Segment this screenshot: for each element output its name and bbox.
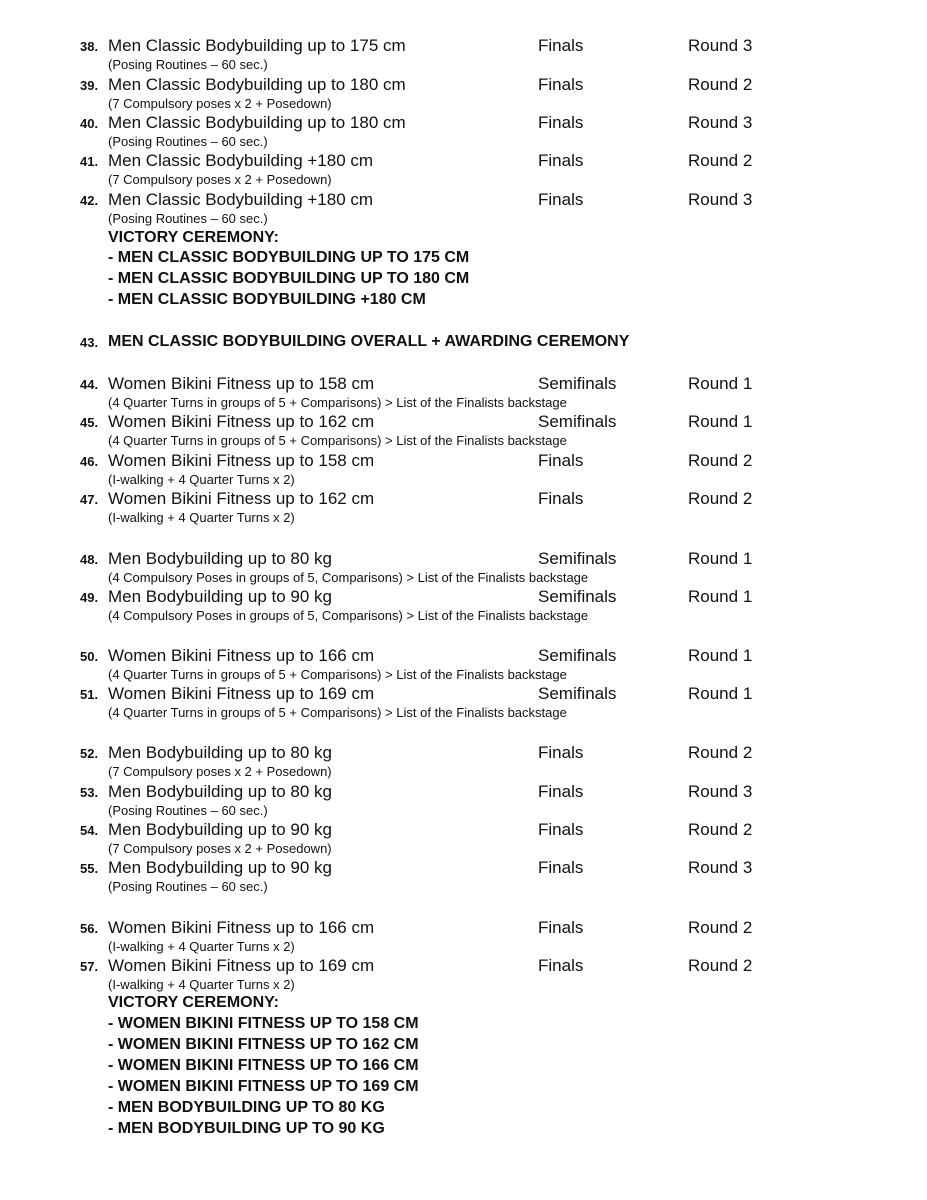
event-number: 43. xyxy=(80,335,99,350)
event-round: Round 1 xyxy=(688,374,753,393)
event-stage: Finals xyxy=(538,918,584,937)
event-title: Men Classic Bodybuilding up to 180 cm xyxy=(108,75,406,94)
ceremony-header: VICTORY CEREMONY: xyxy=(108,994,279,1011)
event-round: Round 2 xyxy=(688,918,753,937)
event-round: Round 3 xyxy=(688,858,753,877)
event-round: Round 1 xyxy=(688,549,753,568)
ceremony-item: - MEN CLASSIC BODYBUILDING +180 CM xyxy=(108,291,426,308)
event-number: 53. xyxy=(80,785,99,800)
ceremony-item: - MEN BODYBUILDING UP TO 90 KG xyxy=(108,1120,385,1137)
event-description: (4 Compulsory Poses in groups of 5, Comparisons) > List of the Finalists backstage xyxy=(108,608,589,623)
event-description: (Posing Routines – 60 sec.) xyxy=(108,57,268,72)
event-number: 49. xyxy=(80,590,99,605)
event-description: (I-walking + 4 Quarter Turns x 2) xyxy=(108,510,295,525)
ceremony-item: - WOMEN BIKINI FITNESS UP TO 162 CM xyxy=(108,1036,419,1053)
event-description: (7 Compulsory poses x 2 + Posedown) xyxy=(108,172,332,187)
event-title: Men Classic Bodybuilding up to 180 cm xyxy=(108,113,406,132)
ceremony-header: VICTORY CEREMONY: xyxy=(108,229,279,246)
event-title: Men Bodybuilding up to 90 kg xyxy=(108,587,332,606)
event-stage: Semifinals xyxy=(538,412,617,431)
event-round: Round 2 xyxy=(688,820,753,839)
event-title: Men Classic Bodybuilding +180 cm xyxy=(108,151,374,170)
event-description: (4 Quarter Turns in groups of 5 + Comparisons) > List of the Finalists backstage xyxy=(108,705,567,720)
ceremony-item: - MEN CLASSIC BODYBUILDING UP TO 175 CM xyxy=(108,249,470,266)
event-number: 41. xyxy=(80,154,99,169)
event-title: Men Bodybuilding up to 90 kg xyxy=(108,858,332,877)
event-number: 45. xyxy=(80,415,99,430)
event-round: Round 1 xyxy=(688,646,753,665)
event-stage: Finals xyxy=(538,151,584,170)
event-title: Men Classic Bodybuilding up to 175 cm xyxy=(108,36,406,55)
event-description: (7 Compulsory poses x 2 + Posedown) xyxy=(108,96,332,111)
event-description: (Posing Routines – 60 sec.) xyxy=(108,803,268,818)
ceremony-item: - MEN CLASSIC BODYBUILDING UP TO 180 CM xyxy=(108,270,470,287)
event-title: Women Bikini Fitness up to 158 cm xyxy=(108,374,375,393)
event-stage: Finals xyxy=(538,956,584,975)
event-round: Round 2 xyxy=(688,743,753,762)
event-stage: Finals xyxy=(538,820,584,839)
event-stage: Semifinals xyxy=(538,646,617,665)
event-round: Round 3 xyxy=(688,782,753,801)
event-description: (4 Quarter Turns in groups of 5 + Comparisons) > List of the Finalists backstage xyxy=(108,395,567,410)
event-stage: Finals xyxy=(538,782,584,801)
event-number: 38. xyxy=(80,39,99,54)
event-title: Women Bikini Fitness up to 166 cm xyxy=(108,918,375,937)
event-description: (Posing Routines – 60 sec.) xyxy=(108,879,268,894)
event-stage: Finals xyxy=(538,858,584,877)
event-number: 39. xyxy=(80,78,99,93)
event-number: 40. xyxy=(80,116,99,131)
event-title: Women Bikini Fitness up to 162 cm xyxy=(108,489,375,508)
ceremony-item: - MEN BODYBUILDING UP TO 80 KG xyxy=(108,1099,385,1116)
event-round: Round 3 xyxy=(688,36,753,55)
event-stage: Finals xyxy=(538,113,584,132)
ceremony-item: - WOMEN BIKINI FITNESS UP TO 158 CM xyxy=(108,1015,419,1032)
event-number: 56. xyxy=(80,921,99,936)
event-round: Round 2 xyxy=(688,489,753,508)
event-title: Women Bikini Fitness up to 166 cm xyxy=(108,646,375,665)
event-stage: Semifinals xyxy=(538,587,617,606)
event-number: 47. xyxy=(80,492,99,507)
event-description: (7 Compulsory poses x 2 + Posedown) xyxy=(108,841,332,856)
event-stage: Finals xyxy=(538,489,584,508)
event-description: (4 Quarter Turns in groups of 5 + Comparisons) > List of the Finalists backstage xyxy=(108,667,567,682)
event-description: (I-walking + 4 Quarter Turns x 2) xyxy=(108,977,295,992)
event-title: Men Bodybuilding up to 80 kg xyxy=(108,743,332,762)
event-title: Women Bikini Fitness up to 158 cm xyxy=(108,451,375,470)
event-number: 42. xyxy=(80,193,99,208)
event-stage: Semifinals xyxy=(538,549,617,568)
event-round: Round 2 xyxy=(688,451,753,470)
event-stage: Semifinals xyxy=(538,684,617,703)
event-title: Men Bodybuilding up to 80 kg xyxy=(108,549,332,568)
event-stage: Finals xyxy=(538,451,584,470)
event-stage: Finals xyxy=(538,743,584,762)
event-title: Men Bodybuilding up to 90 kg xyxy=(108,820,332,839)
overall-title: MEN CLASSIC BODYBUILDING OVERALL + AWARDING CEREMONY xyxy=(108,333,630,350)
event-round: Round 3 xyxy=(688,113,753,132)
event-stage: Semifinals xyxy=(538,374,617,393)
event-stage: Finals xyxy=(538,190,584,209)
event-round: Round 2 xyxy=(688,151,753,170)
event-description: (I-walking + 4 Quarter Turns x 2) xyxy=(108,472,295,487)
event-number: 50. xyxy=(80,649,99,664)
ceremony-item: - WOMEN BIKINI FITNESS UP TO 166 CM xyxy=(108,1057,419,1074)
event-round: Round 1 xyxy=(688,412,753,431)
event-description: (4 Quarter Turns in groups of 5 + Comparisons) > List of the Finalists backstage xyxy=(108,433,567,448)
event-number: 51. xyxy=(80,687,99,702)
event-number: 57. xyxy=(80,959,99,974)
event-title: Women Bikini Fitness up to 162 cm xyxy=(108,412,375,431)
event-round: Round 1 xyxy=(688,587,753,606)
event-number: 55. xyxy=(80,861,99,876)
event-stage: Finals xyxy=(538,36,584,55)
event-title: Women Bikini Fitness up to 169 cm xyxy=(108,956,375,975)
event-description: (I-walking + 4 Quarter Turns x 2) xyxy=(108,939,295,954)
event-description: (7 Compulsory poses x 2 + Posedown) xyxy=(108,764,332,779)
event-round: Round 2 xyxy=(688,956,753,975)
event-number: 48. xyxy=(80,552,99,567)
event-description: (Posing Routines – 60 sec.) xyxy=(108,134,268,149)
event-number: 46. xyxy=(80,454,99,469)
event-number: 44. xyxy=(80,377,99,392)
event-title: Men Classic Bodybuilding +180 cm xyxy=(108,190,374,209)
event-round: Round 2 xyxy=(688,75,753,94)
event-round: Round 3 xyxy=(688,190,753,209)
event-title: Men Bodybuilding up to 80 kg xyxy=(108,782,332,801)
event-description: (4 Compulsory Poses in groups of 5, Comparisons) > List of the Finalists backstage xyxy=(108,570,589,585)
ceremony-item: - WOMEN BIKINI FITNESS UP TO 169 CM xyxy=(108,1078,419,1095)
event-description: (Posing Routines – 60 sec.) xyxy=(108,211,268,226)
event-number: 54. xyxy=(80,823,99,838)
event-round: Round 1 xyxy=(688,684,753,703)
event-title: Women Bikini Fitness up to 169 cm xyxy=(108,684,375,703)
event-number: 52. xyxy=(80,746,99,761)
event-stage: Finals xyxy=(538,75,584,94)
